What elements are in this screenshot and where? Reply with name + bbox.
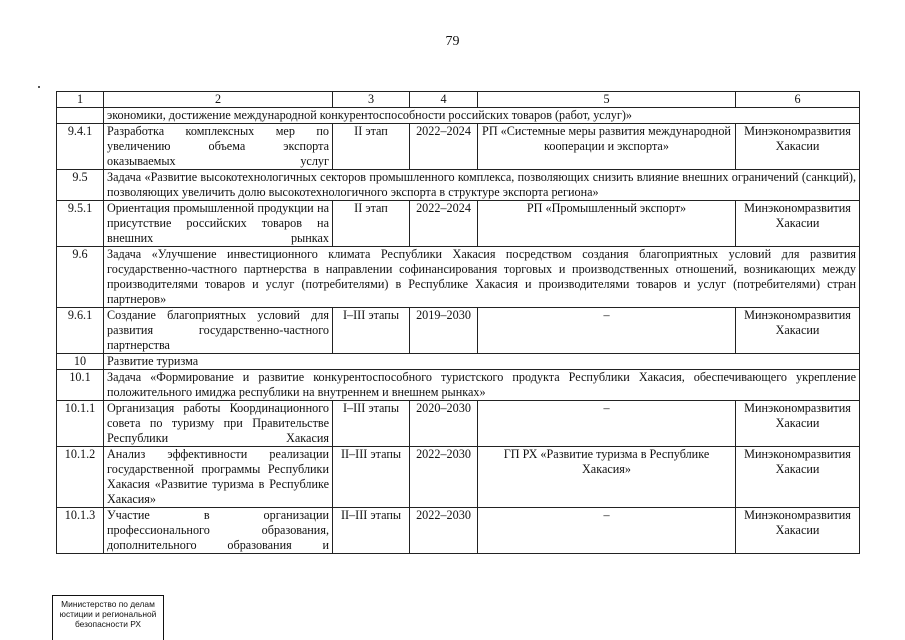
table-row bbox=[57, 508, 860, 554]
column-header: 5 bbox=[478, 92, 736, 108]
row-number: 9.6 bbox=[57, 247, 104, 308]
row-number: 9.4.1 bbox=[57, 124, 104, 170]
table-row bbox=[57, 401, 860, 447]
program-cell: РП «Системные меры развития международной кооперации и экспорта» bbox=[478, 124, 736, 170]
stamp-line: юстиции и региональной bbox=[59, 609, 157, 619]
row-number bbox=[57, 108, 104, 124]
stamp-line: Министерство по делам bbox=[61, 599, 155, 609]
row-number: 10.1.2 bbox=[57, 447, 104, 508]
task-text: Задача «Улучшение инвестиционного климата Республики Хакасия посредством создания благоприятных условий для развития государственно-частного партнерства в направлении софинансирования торговых и производственных отношений, возникающих между производителями товаров и услуг (потребителями) в Республике Хакасия и производителями товаров и услуг (потребителями) стран партнеров» bbox=[104, 247, 860, 308]
row-number: 10.1 bbox=[57, 370, 104, 401]
stage-cell: II–III этапы bbox=[333, 447, 410, 508]
row-number: 9.6.1 bbox=[57, 308, 104, 354]
ministry-stamp bbox=[52, 595, 164, 640]
row-number: 9.5.1 bbox=[57, 201, 104, 247]
measure-cell: Участие в организации профессионального образования, дополнительного образования и bbox=[104, 508, 333, 554]
table-row bbox=[57, 108, 860, 124]
measure-cell: Организация работы Координационного совета по туризму при Правительстве Республики Хакасия bbox=[104, 401, 333, 447]
column-header: 1 bbox=[57, 92, 104, 108]
table-row bbox=[57, 247, 860, 308]
period-cell: 2022–2024 bbox=[410, 201, 478, 247]
stage-cell: I–III этапы bbox=[333, 308, 410, 354]
row-number: 9.5 bbox=[57, 170, 104, 201]
period-cell: 2022–2030 bbox=[410, 447, 478, 508]
program-cell: – bbox=[478, 401, 736, 447]
table-row bbox=[57, 354, 860, 370]
table-row bbox=[57, 447, 860, 508]
program-cell: ГП РХ «Развитие туризма в Республике Хакасия» bbox=[478, 447, 736, 508]
section-title: Развитие туризма bbox=[104, 354, 860, 370]
program-cell: РП «Промышленный экспорт» bbox=[478, 201, 736, 247]
executor-cell: Минэкономразвития Хакасии bbox=[736, 508, 860, 554]
section-text: экономики, достижение международной конкурентоспособности российских товаров (работ, услуг)» bbox=[104, 108, 860, 124]
margin-mark bbox=[38, 86, 40, 88]
executor-cell: Минэкономразвития Хакасии bbox=[736, 308, 860, 354]
stage-cell: II этап bbox=[333, 201, 410, 247]
executor-cell: Минэкономразвития Хакасии bbox=[736, 201, 860, 247]
row-number: 10.1.1 bbox=[57, 401, 104, 447]
measure-cell: Создание благоприятных условий для развития государственно-частного партнерства bbox=[104, 308, 333, 354]
stage-cell: I–III этапы bbox=[333, 401, 410, 447]
executor-cell: Минэкономразвития Хакасии bbox=[736, 401, 860, 447]
table-row bbox=[57, 170, 860, 201]
row-number: 10.1.3 bbox=[57, 508, 104, 554]
table-row bbox=[57, 308, 860, 354]
column-header: 3 bbox=[333, 92, 410, 108]
column-header: 6 bbox=[736, 92, 860, 108]
period-cell: 2019–2030 bbox=[410, 308, 478, 354]
table-row bbox=[57, 370, 860, 401]
executor-cell: Минэкономразвития Хакасии bbox=[736, 447, 860, 508]
program-cell: – bbox=[478, 508, 736, 554]
stage-cell: II этап bbox=[333, 124, 410, 170]
plan-table bbox=[56, 91, 860, 554]
stage-cell: II–III этапы bbox=[333, 508, 410, 554]
task-text: Задача «Развитие высокотехнологичных секторов промышленного комплекса, позволяющих снизить влияние внешних ограничений (санкций), позволяющих увеличить долю высокотехнологичного экспорта в структуре экспорта региона» bbox=[104, 170, 860, 201]
column-header: 4 bbox=[410, 92, 478, 108]
executor-cell: Минэкономразвития Хакасии bbox=[736, 124, 860, 170]
period-cell: 2020–2030 bbox=[410, 401, 478, 447]
column-header: 2 bbox=[104, 92, 333, 108]
period-cell: 2022–2030 bbox=[410, 508, 478, 554]
table-row bbox=[57, 201, 860, 247]
period-cell: 2022–2024 bbox=[410, 124, 478, 170]
task-text: Задача «Формирование и развитие конкурентоспособного туристского продукта Республики Хакасия, обеспечивающего укрепление положительного имиджа республики на внутреннем и внешнем рынках» bbox=[104, 370, 860, 401]
table-header-row bbox=[57, 92, 860, 108]
measure-cell: Анализ эффективности реализации государственной программы Республики Хакасия «Развитие туризма в Республике Хакасия» bbox=[104, 447, 333, 508]
stamp-line: безопасности РХ bbox=[74, 619, 142, 629]
row-number: 10 bbox=[57, 354, 104, 370]
page-number: 79 bbox=[445, 34, 460, 49]
measure-cell: Разработка комплексных мер по увеличению объема экспорта оказываемых услуг bbox=[104, 124, 333, 170]
table-row bbox=[57, 124, 860, 170]
program-cell: – bbox=[478, 308, 736, 354]
measure-cell: Ориентация промышленной продукции на присутствие российских товаров на внешних рынках bbox=[104, 201, 333, 247]
